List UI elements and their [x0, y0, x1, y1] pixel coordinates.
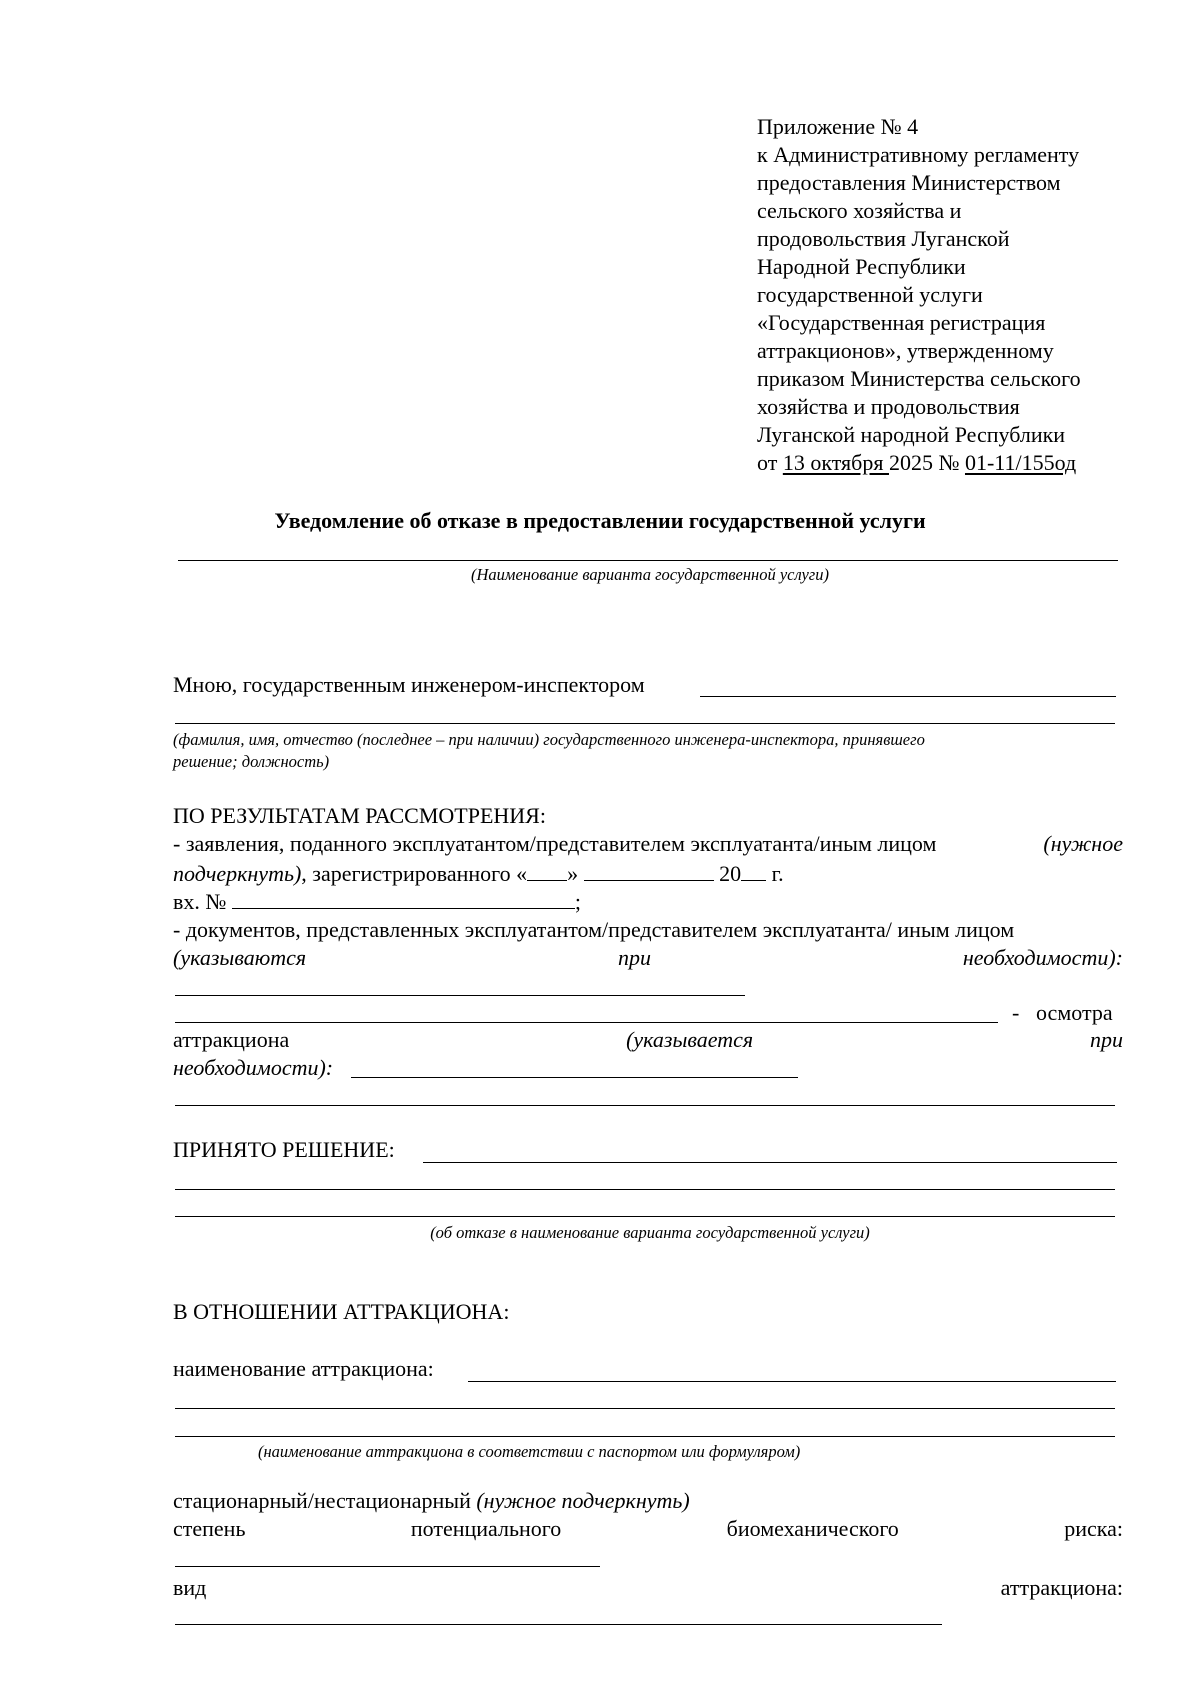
risk-blank[interactable]	[175, 1566, 600, 1567]
risk-line: степень потенциального биомеханического риска:	[173, 1516, 1123, 1541]
stationary-line: стационарный/нестационарный (нужное подчеркнуть)	[173, 1488, 690, 1513]
decision-blank-3[interactable]	[175, 1216, 1115, 1217]
header-line: Приложение № 4	[757, 114, 919, 139]
header-line: к Административному регламенту	[757, 142, 1080, 167]
review-heading: ПО РЕЗУЛЬТАТАМ РАССМОТРЕНИЯ:	[173, 803, 546, 828]
decision-blank-2[interactable]	[175, 1189, 1115, 1190]
inspector-label: Мною, государственным инженером-инспектором	[173, 672, 645, 697]
inspection-blank-2[interactable]	[351, 1077, 798, 1078]
inspector-caption-1: (фамилия, имя, отчество (последнее – при наличии) государственного инженера-инспектора, принявшего	[173, 730, 925, 749]
documents-line: - документов, представленных эксплуатантом/представителем эксплуатанта/ иным лицом	[173, 917, 1015, 942]
header-line: продовольствия Луганской	[757, 226, 1010, 251]
header-line: аттракционов», утвержденному	[757, 338, 1054, 363]
kind-blank[interactable]	[175, 1624, 942, 1625]
inspector-caption-2: решение; должность)	[173, 752, 330, 771]
inspection-word: осмотра	[1036, 1000, 1113, 1025]
incoming-number-line: вх. № ;	[173, 889, 582, 914]
date-prefix: от	[757, 450, 783, 475]
document-title: Уведомление об отказе в предоставлении государственной услуги	[274, 508, 926, 533]
header-line: «Государственная регистрация	[757, 310, 1046, 335]
inspection-blank[interactable]	[175, 1022, 998, 1023]
attraction-inspection-line: аттракциона (указывается при	[173, 1027, 1123, 1052]
variant-line	[178, 560, 1118, 561]
attraction-name-blank-3[interactable]	[175, 1436, 1115, 1437]
header-date-line	[757, 449, 1081, 477]
regarding-heading: В ОТНОШЕНИИ АТТРАКЦИОНА:	[173, 1299, 510, 1324]
attraction-name-label: наименование аттракциона:	[173, 1356, 434, 1381]
header-line: Луганской народной Республики	[757, 422, 1066, 447]
order-number: 01-11/155од	[964, 450, 1077, 475]
kind-line: вид аттракциона:	[173, 1575, 1123, 1600]
attraction-name-blank[interactable]	[468, 1381, 1116, 1382]
documents-blank[interactable]	[175, 995, 745, 996]
attraction-name-caption: (наименование аттракциона в соответствии с паспортом или формуляром)	[258, 1442, 801, 1461]
header-line: Народной Республики	[757, 254, 966, 279]
inspector-blank[interactable]	[700, 696, 1116, 697]
inspector-blank-2[interactable]	[175, 723, 1115, 724]
variant-caption: (Наименование варианта государственной услуги)	[471, 565, 829, 584]
header-line: хозяйства и продовольствия	[757, 394, 1020, 419]
refusal-caption: (об отказе в наименование варианта государственной услуги)	[430, 1223, 870, 1242]
inspection-necessity: необходимости):	[173, 1055, 334, 1080]
order-year: 2025 №	[888, 450, 965, 475]
order-date: 13 октября	[782, 450, 889, 475]
decision-label: ПРИНЯТО РЕШЕНИЕ:	[173, 1137, 395, 1162]
decision-blank[interactable]	[423, 1162, 1117, 1163]
header-line: сельского хозяйства и	[757, 198, 962, 223]
application-line-2: подчеркнуть), зарегистрированного « » 20 г.	[173, 861, 784, 886]
application-line-1: - заявления, поданного эксплуатантом/представителем эксплуатанта/иным лицом (нужное	[173, 831, 1123, 856]
inspection-blank-3[interactable]	[175, 1105, 1115, 1106]
header-line: предоставления Министерством	[757, 170, 1061, 195]
header-line: государственной услуги	[757, 282, 983, 307]
inspection-dash: -	[1012, 1000, 1020, 1025]
appendix-header	[757, 113, 1081, 477]
attraction-name-blank-2[interactable]	[175, 1408, 1115, 1409]
documents-italic-line: (указываются при необходимости):	[173, 945, 1123, 970]
header-line: приказом Министерства сельского	[757, 366, 1081, 391]
